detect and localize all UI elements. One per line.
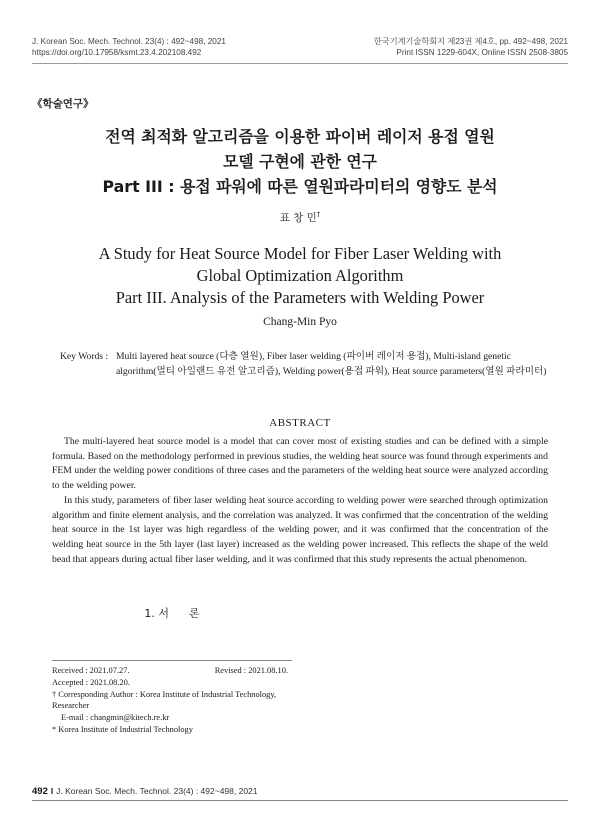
korean-title-line-3: Part III : 용접 파워에 따른 열원파라미터의 영향도 분석 bbox=[102, 177, 498, 196]
affiliation-note: * Korea Institute of Industrial Technology bbox=[52, 724, 193, 734]
footer-divider bbox=[32, 800, 568, 801]
accepted-date: Accepted : 2021.08.20. bbox=[52, 677, 130, 687]
doi-link[interactable]: https://doi.org/10.17958/ksmt.23.4.202108.492 bbox=[32, 48, 202, 57]
header-divider bbox=[32, 63, 568, 64]
footer-journal-citation: J. Korean Soc. Mech. Technol. 23(4) : 492~498, 2021 bbox=[56, 786, 258, 796]
running-header-left bbox=[32, 36, 226, 58]
corresponding-author-note: † Corresponding Author : Korea Institute of Industrial Technology, Researcher bbox=[52, 689, 277, 711]
footer-separator: ‖ bbox=[50, 786, 54, 796]
journal-citation: J. Korean Soc. Mech. Technol. 23(4) : 492~498, 2021 bbox=[32, 37, 226, 46]
english-title-line-1: A Study for Heat Source Model for Fiber Laser Welding with bbox=[98, 244, 502, 263]
abstract-paragraph-2: In this study, parameters of fiber laser welding heat source according to welding power were searched through optimization algorithm and finite element analysis, and the correlation was analyzed. It was confirmed that the concentration of the welding heat source in the 1st layer was high regardless of the welding power, and it was confirmed that the concentration of the welding heat source in the 5th layer (last layer) increased as the welding power increased. This reflects the shape of the weld bead that appears during actual fiber laser welding, and it was confirmed that this study represents the actual phenomenon. bbox=[52, 494, 548, 565]
section-title: 론 bbox=[188, 607, 200, 620]
author-email[interactable]: E-mail : changmin@kitech.re.kr bbox=[61, 713, 170, 723]
korean-author-name: 표 창 민 bbox=[279, 212, 317, 224]
section-heading-introduction bbox=[52, 605, 292, 621]
keywords-text: Multi layered heat source (다층 열원), Fiber laser welding (파이버 레이저 용접), Multi-island genetic algorithm(멀티 아일랜드 유전 알고리즘), Welding power(용접 파워), Heat source parameters(열원 파라미터) bbox=[116, 351, 547, 377]
revised-date: Revised : 2021.08.10. bbox=[214, 666, 288, 675]
korean-title-line-2: 모델 구현에 관한 연구 bbox=[223, 152, 377, 171]
page-number: 492 bbox=[32, 786, 48, 797]
english-author-name: Chang-Min Pyo bbox=[263, 316, 337, 328]
keywords bbox=[60, 350, 556, 379]
corresponding-mark: † bbox=[316, 210, 321, 219]
korean-title bbox=[30, 124, 570, 199]
english-title-line-3: Part III. Analysis of the Parameters with Welding Power bbox=[115, 288, 485, 307]
received-date: Received : 2021.07.27. bbox=[52, 666, 130, 675]
section-number: 1. 서 bbox=[144, 607, 169, 620]
page-footer bbox=[32, 786, 258, 797]
abstract-heading: ABSTRACT bbox=[269, 417, 331, 429]
english-author bbox=[0, 316, 600, 328]
journal-citation-korean: 한국기계기술학회지 제23권 제4호, pp. 492~498, 2021 bbox=[373, 37, 568, 46]
english-title bbox=[30, 243, 570, 309]
footnotes bbox=[52, 665, 292, 736]
korean-author bbox=[0, 210, 600, 225]
footnote-dates bbox=[52, 665, 292, 677]
issn-line: Print ISSN 1229-604X, Online ISSN 2508-3805 bbox=[396, 48, 568, 57]
english-title-line-2: Global Optimization Algorithm bbox=[196, 266, 404, 285]
korean-title-line-1: 전역 최적화 알고리즘을 이용한 파이버 레이저 용접 열원 bbox=[105, 127, 495, 146]
running-header-right bbox=[374, 36, 568, 58]
footnote-divider bbox=[52, 660, 292, 661]
keywords-label: Key Words : bbox=[60, 351, 109, 362]
abstract-body bbox=[52, 435, 548, 567]
abstract-paragraph-1: The multi-layered heat source model is a model that can cover most of existing studies and can be defined with a simple formula. Based on the methodology performed in previous studies, the welding heat source was found through experiments and FEM under the welding power conditions of three cases and the parameters of the welding heat source were analyzed according to the welding power. bbox=[52, 436, 548, 492]
article-category: 《학술연구》 bbox=[32, 98, 94, 110]
